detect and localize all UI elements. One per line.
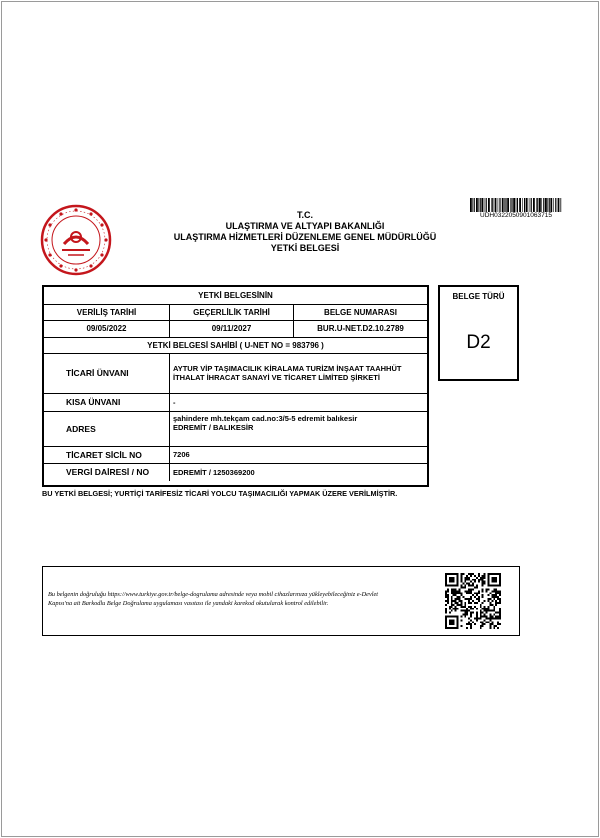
registry-label: TİCARET SİCİL NO: [66, 449, 142, 460]
qr-code-icon: [445, 572, 501, 630]
holder-title: YETKİ BELGESİ SAHİBİ ( U-NET NO = 983796 ): [147, 340, 324, 350]
trade-name-line2: İTHALAT İHRACAT SANAYİ VE TİCARET LİMİTED ŞİRKETİ: [173, 373, 380, 382]
verification-line2: Kapısı'na ait Barkodlu Belge Doğrulama uygulaması vasıtası ile yandaki karekod okutularak kontrol edilebilir.: [48, 600, 329, 607]
validity-date: 09/11/2027: [169, 320, 293, 337]
address-line1: şahindere mh.tekçam cad.no:3/5-5 edremit balıkesir: [173, 414, 358, 423]
address-line2: EDREMİT / BALIKESİR: [173, 423, 254, 432]
barcode-icon: [470, 198, 562, 212]
header-ministry: ULAŞTIRMA VE ALTYAPI BAKANLIĞI: [225, 221, 385, 231]
registry-row: [44, 446, 427, 464]
trade-name-label: TİCARİ ÜNVANI: [66, 368, 129, 378]
certificate-type-value: D2: [466, 332, 491, 353]
certificate-type-box: [438, 285, 519, 381]
short-name-row: [44, 393, 427, 412]
barcode-number: UDH0322050901063715: [480, 212, 552, 219]
authorization-statement: BU YETKİ BELGESİ; YURTİÇİ TARİFESİZ TİCARİ YOLCU TAŞIMACILIĞI YAPMAK ÜZERE VERİLMİŞTİR.: [42, 489, 398, 498]
holder-title-row: [44, 337, 427, 354]
address-label: ADRES: [66, 423, 96, 434]
certificate-number: BUR.U-NET.D2.10.2789: [293, 320, 427, 337]
registry-value: 7206: [169, 446, 427, 463]
section-title: YETKİ BELGESİNİN: [198, 291, 273, 300]
short-name-label: KISA ÜNVANI: [66, 397, 121, 407]
validity-date-label: GEÇERLİLİK TARİHİ: [169, 304, 293, 320]
issue-date: 09/05/2022: [86, 324, 127, 333]
verification-box: [42, 566, 520, 636]
tax-row: [44, 463, 427, 481]
trade-name-line1: AYTUR VİP TAŞIMACILIK KİRALAMA TURİZM İNŞAAT TAAHHÜT: [173, 364, 402, 373]
date-labels-row: [44, 304, 427, 321]
document-title: YETKİ BELGESİ: [270, 243, 340, 253]
address-value: [169, 411, 427, 446]
trade-name-value: [169, 353, 427, 393]
certificate-type-label: BELGE TÜRÜ: [452, 292, 505, 301]
verification-line1: Bu belgenin doğruluğu https://www.turkiye.gov.tr/belge-dogrulama adresinde veya mobil cihazlarınıza yükleyebileceğiniz e-Devlet: [48, 591, 379, 598]
section-title-row: [44, 287, 427, 305]
header-directorate: ULAŞTIRMA HİZMETLERİ DÜZENLEME GENEL MÜDÜRLÜĞÜ: [173, 232, 437, 242]
ministry-seal-icon: [40, 204, 112, 276]
date-values-row: [44, 320, 427, 338]
number-label: BELGE NUMARASI: [293, 304, 427, 320]
trade-name-row: [44, 353, 427, 394]
short-name-value: -: [169, 393, 427, 411]
tax-value: EDREMİT / 1250369200: [169, 463, 427, 481]
verification-text: [48, 590, 443, 608]
issue-date-label: VERİLİŞ TARİHİ: [76, 307, 137, 317]
header-tc: T.C.: [296, 210, 313, 220]
tax-label: VERGİ DAİRESİ / NO: [66, 467, 150, 477]
address-row: [44, 411, 427, 447]
certificate-table: [42, 285, 429, 487]
